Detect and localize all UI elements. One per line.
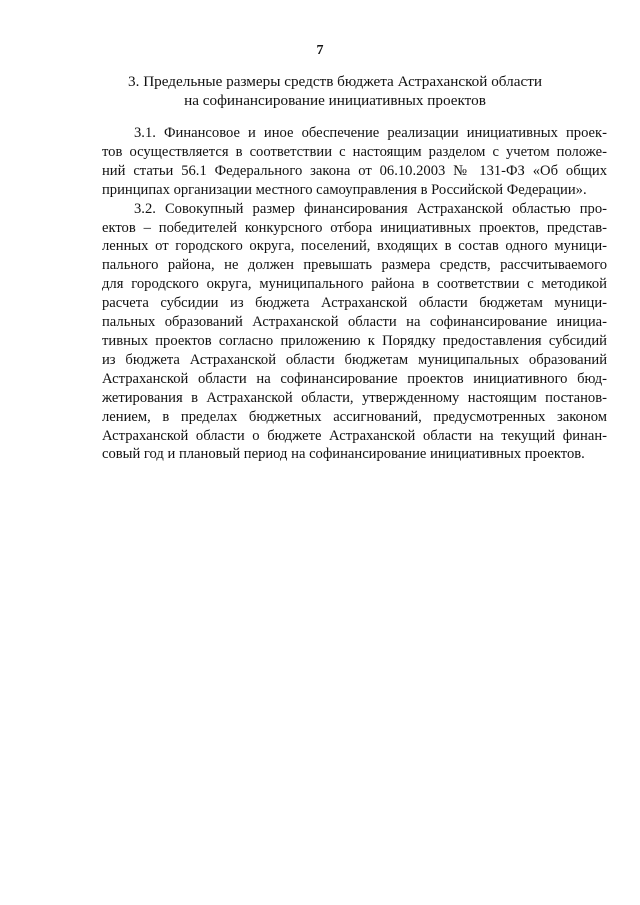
- paragraph-3-2: [102, 200, 607, 465]
- text-line: Астраханской области на софинансирование проектов инициативного бюд-: [102, 370, 607, 387]
- text-line: 3.2. Совокупный размер финансирования Астраханской областью про-: [134, 200, 607, 217]
- text-line: ний статьи 56.1 Федерального закона от 06.10.2003 № 131-ФЗ «Об общих: [102, 162, 607, 179]
- text-line: из бюджета Астраханской области бюджетам муниципальных образований: [102, 351, 607, 368]
- text-line: для городского округа, муниципального района в соответствии с методикой: [102, 276, 607, 293]
- paragraph-3-1: [102, 124, 607, 200]
- section-title-line: 3. Предельные размеры средств бюджета Астраханской области: [128, 73, 542, 90]
- text-line: принципах организации местного самоуправления в Российской Федерации».: [102, 181, 587, 198]
- section-title-line: на софинансирование инициативных проектов: [184, 92, 486, 109]
- text-line: лением, в пределах бюджетных ассигнований, предусмотренных законом: [102, 408, 607, 425]
- text-line: тивных проектов согласно приложению к Порядку предоставления субсидий: [102, 332, 607, 349]
- text-line: тов осуществляется в соответствии с настоящим разделом с учетом положе-: [102, 143, 607, 160]
- text-line: расчета субсидии из бюджета Астраханской области бюджетам муници-: [102, 295, 607, 312]
- text-line: Астраханской области о бюджете Астраханской области на текущий финан-: [102, 427, 607, 444]
- text-line: 3.1. Финансовое и иное обеспечение реализации инициативных проек-: [134, 125, 607, 141]
- page-number: 7: [316, 43, 324, 58]
- text-line: пального района, не должен превышать размера средств, рассчитываемого: [102, 257, 607, 274]
- section-title: [100, 72, 570, 110]
- text-line: ленных от городского округа, поселений, входящих в состав одного муници-: [102, 238, 607, 255]
- text-line: жетирования в Астраханской области, утвержденному настоящим постанов-: [102, 389, 607, 406]
- text-line: ектов – победителей конкурсного отбора инициативных проектов, представ-: [102, 219, 607, 236]
- text-line: совый год и плановый период на софинансирование инициативных проектов.: [102, 446, 585, 463]
- body-text: [102, 124, 607, 464]
- text-line: пальных образований Астраханской области на софинансирование инициа-: [102, 314, 607, 331]
